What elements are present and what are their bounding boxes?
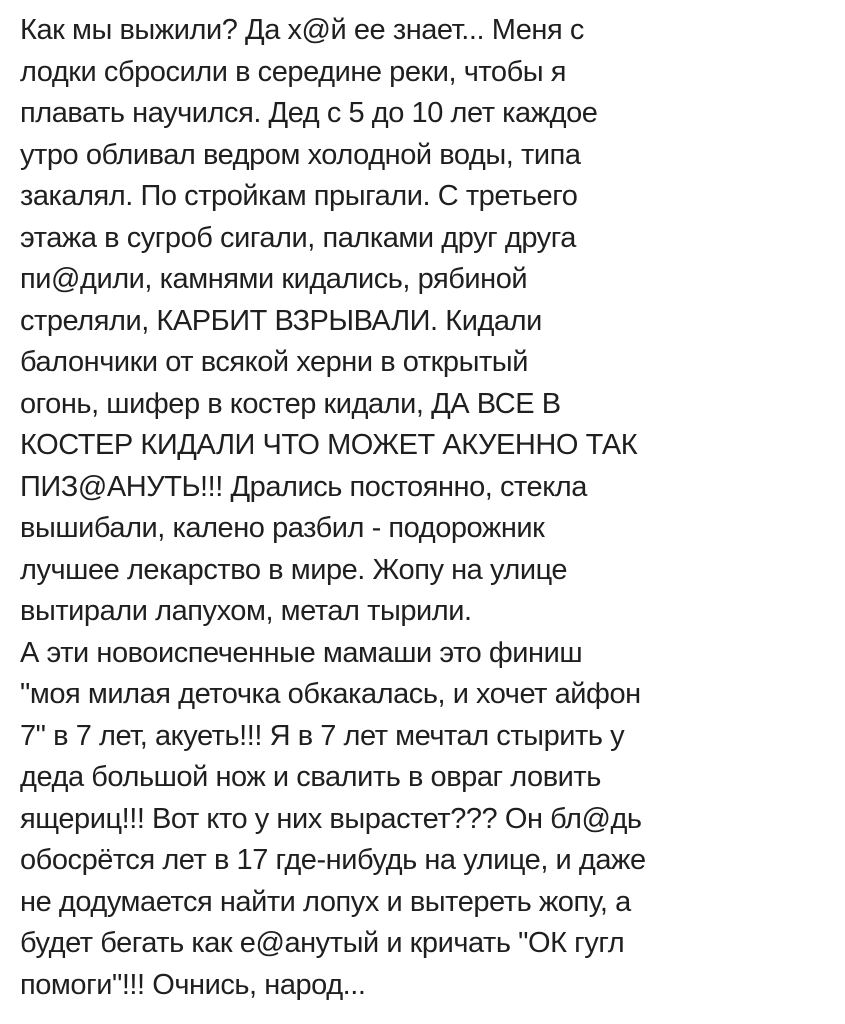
text-line: "моя милая деточка обкакалась, и хочет айфон: [20, 678, 641, 710]
text-line: 7" в 7 лет, акуеть!!! Я в 7 лет мечтал стырить у: [20, 719, 625, 752]
text-line: деда большой нож и свалить в овраг ловить: [20, 761, 601, 793]
text-line: будет бегать как е@анутый и кричать "ОК гугл: [20, 927, 625, 959]
text-line: ящериц!!! Вот кто у них вырастет??? Он бл@дь: [20, 802, 642, 835]
text-line: утро обливал ведром холодной воды, типа: [20, 138, 581, 171]
text-line: Как мы выжили? Да х@й ее знает... Меня с: [20, 14, 584, 46]
text-line: огонь, шифер в костер кидали, ДА ВСЕ В: [20, 387, 561, 420]
text-line: плавать научился. Дед с 5 до 10 лет каждое: [20, 97, 598, 129]
post-text: [20, 10, 835, 1020]
text-line: вытирали лапухом, метал тырили.: [20, 595, 472, 627]
text-line: пи@дили, камнями кидались, рябиной: [20, 263, 528, 295]
text-line: лодки сбросили в середине реки, чтобы я: [20, 55, 566, 88]
text-line: обосрётся лет в 17 где-нибудь на улице, и даже: [20, 844, 646, 876]
text-line: лучшее лекарство в мире. Жопу на улице: [20, 553, 568, 586]
text-line: КОСТЕР КИДАЛИ ЧТО МОЖЕТ АКУЕННО ТАК: [20, 429, 638, 461]
text-line: балончики от всякой херни в открытый: [20, 346, 528, 378]
text-line: закалял. По стройкам прыгали. С третьего: [20, 180, 578, 212]
text-line: не додумается найти лопух и вытереть жопу, а: [20, 885, 631, 918]
text-line: помоги"!!! Очнись, народ...: [20, 968, 366, 1001]
text-line: вышибали, калено разбил - подорожник: [20, 512, 545, 544]
text-line: ПИЗ@АНУТЬ!!! Дрались постоянно, стекла: [20, 470, 587, 503]
text-line: стреляли, КАРБИТ ВЗРЫВАЛИ. Кидали: [20, 304, 542, 337]
text-line: этажа в сугроб сигали, палками друг друга: [20, 221, 576, 254]
text-line: А эти новоиспеченные мамаши это финиш: [20, 636, 583, 669]
